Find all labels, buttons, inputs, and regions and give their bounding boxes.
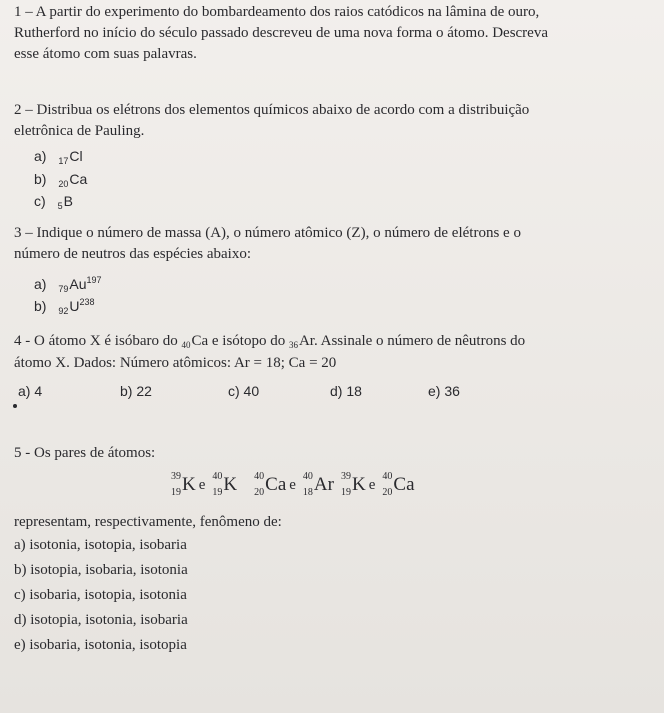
- q2-item-c: c) $_5$B: [34, 193, 73, 211]
- mass-number: 238: [79, 297, 95, 307]
- q5-option-d: d) isotopia, isotonia, isobaria: [14, 612, 188, 628]
- question-2: [14, 100, 650, 142]
- question-3: [14, 223, 650, 265]
- q2-line-1: 2 – Distribua os elétrons dos elementos químicos abaixo de acordo com a distribuição: [14, 102, 530, 118]
- ink-dot: [13, 404, 17, 408]
- isotope-pairs: 39 19 K e 40 19 K 40 20 Ca e 40 18 Ar 39 19 K e 40 20 Ca: [168, 472, 415, 498]
- q3-line-1: 3 – Indique o número de massa (A), o número atômico (Z), o número de elétrons e o: [14, 225, 521, 241]
- nuclide-notation: 39 19: [171, 471, 181, 498]
- atomic-number: 20: [58, 179, 69, 189]
- element-symbol: Ar: [313, 474, 334, 495]
- q4-option-e: e) 36: [428, 383, 460, 399]
- nuclide-notation: 40 20: [382, 471, 393, 498]
- nuclide-notation: 39 19: [340, 471, 351, 498]
- q2-item-b: b) $_{20}$Ca: [34, 171, 88, 189]
- q4-option-c: c) 40: [228, 383, 260, 399]
- q1-line-1: 1 – A partir do experimento do bombardeamento dos raios catódicos na lâmina de ouro,: [14, 4, 540, 20]
- q4-option-d: d) 18: [330, 383, 362, 399]
- atomic-number: 17: [58, 156, 69, 166]
- q5-option-a: a) isotonia, isotopia, isobaria: [14, 537, 187, 553]
- q5-question: representam, respectivamente, fenômeno de:: [14, 514, 282, 530]
- q3-item-a: a) $_{79}Au^{197}$: [34, 275, 102, 294]
- question-5: [14, 443, 650, 464]
- element-symbol: Ca: [393, 474, 415, 495]
- question-1: [14, 2, 650, 65]
- atomic-number: 79: [58, 284, 69, 294]
- q2-item-a: a) $_{17}$Cl: [34, 148, 83, 166]
- q5-title: 5 - Os pares de átomos:: [14, 445, 156, 461]
- element-symbol: B: [63, 193, 73, 209]
- q4-option-a: a) 4: [18, 383, 43, 399]
- q3-item-b: b) $_{92}U^{238}$: [34, 297, 95, 316]
- element-symbol: U: [69, 298, 80, 314]
- q5-option-b: b) isotopia, isobaria, isotonia: [14, 562, 188, 578]
- ca-atomic-mass: 40: [181, 340, 191, 350]
- atomic-number: 5: [57, 201, 63, 211]
- q4-line-1: 4 - O átomo X é isóbaro do $_{40}$Ca e isótopo do $_{36}$Ar. Assinale o número de nêutrons do: [14, 333, 526, 350]
- element-symbol: Cl: [69, 148, 83, 164]
- element-symbol: Au: [69, 276, 87, 292]
- question-4: [14, 331, 650, 374]
- q1-line-2: Rutherford no início do século passado descreveu de uma nova forma o átomo. Descreva: [14, 25, 548, 41]
- nuclide-notation: 40 18: [302, 471, 313, 498]
- q4-option-b: b) 22: [120, 383, 152, 399]
- q5-option-c: c) isobaria, isotopia, isotonia: [14, 587, 187, 603]
- mass-number: 197: [86, 275, 102, 285]
- element-symbol: K: [351, 474, 366, 495]
- atomic-number: 92: [58, 306, 69, 316]
- ar-atomic-mass: 36: [288, 340, 298, 350]
- q4-line-2: átomo X. Dados: Número atômicos: Ar = 18; Ca = 20: [14, 355, 337, 371]
- q2-line-2: eletrônica de Pauling.: [14, 123, 145, 139]
- element-symbol: Ca: [69, 171, 88, 187]
- q1-line-3: esse átomo com suas palavras.: [14, 46, 197, 62]
- q3-line-2: número de neutros das espécies abaixo:: [14, 246, 252, 262]
- element-symbol: K: [223, 474, 238, 495]
- nuclide-notation: 40 19: [212, 471, 223, 498]
- element-symbol: Ca: [265, 474, 287, 495]
- nuclide-notation: 40 20: [254, 471, 265, 498]
- q5-option-e: e) isobaria, isotonia, isotopia: [14, 637, 187, 653]
- element-symbol: K: [182, 474, 196, 495]
